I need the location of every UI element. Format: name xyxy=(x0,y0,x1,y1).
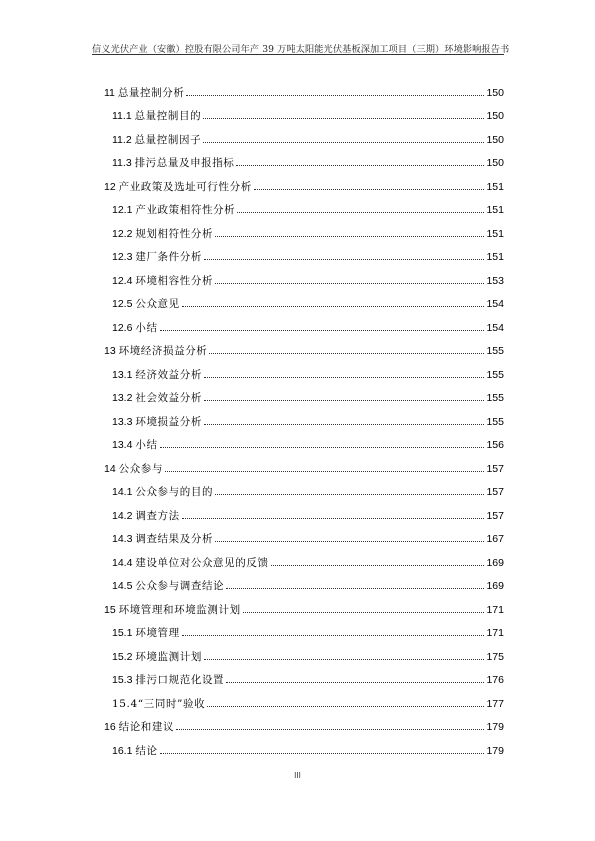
toc-dot-leader xyxy=(226,588,484,589)
toc-entry-page: 175 xyxy=(486,650,504,663)
toc-dot-leader xyxy=(203,142,484,143)
toc-dot-leader xyxy=(271,565,485,566)
toc-entry[interactable] xyxy=(104,710,504,734)
toc-entry-title: 环境管理 xyxy=(135,627,180,639)
toc-dot-leader xyxy=(215,541,484,542)
toc-dot-leader xyxy=(254,189,485,190)
toc-entry-number: 14 xyxy=(104,462,119,475)
toc-entry-page: 155 xyxy=(486,345,504,357)
toc-entry[interactable] xyxy=(104,663,504,687)
toc-entry-page: 151 xyxy=(486,204,504,216)
toc-entry[interactable] xyxy=(104,686,504,710)
toc-entry-number: 13.3 xyxy=(112,415,136,428)
toc-entry-title: 结论 xyxy=(135,744,158,757)
toc-entry-number: 14.4 xyxy=(112,556,136,569)
toc-entry[interactable] xyxy=(104,287,504,311)
toc-entry[interactable] xyxy=(104,428,504,452)
toc-entry[interactable] xyxy=(104,381,504,405)
toc-entry-title: 小结 xyxy=(135,439,158,451)
toc-entry[interactable] xyxy=(104,545,504,569)
toc-entry-number: 15.2 xyxy=(112,650,136,663)
toc-entry-number: 15 xyxy=(104,603,119,616)
toc-entry[interactable] xyxy=(104,146,504,170)
toc-entry[interactable] xyxy=(104,639,504,663)
toc-entry[interactable] xyxy=(104,122,504,146)
toc-entry[interactable] xyxy=(104,357,504,381)
toc-entry-page: 154 xyxy=(486,321,504,334)
toc-entry-number: 12 xyxy=(104,180,119,193)
toc-entry-number: 12.6 xyxy=(112,321,136,334)
toc-dot-leader xyxy=(204,377,485,378)
toc-entry-title: 调查结果及分析 xyxy=(135,533,214,545)
toc-entry-page: 150 xyxy=(486,133,504,146)
toc-entry-page: 155 xyxy=(486,415,504,428)
toc-dot-leader xyxy=(215,236,484,237)
toc-dot-leader xyxy=(204,424,485,425)
toc-dot-leader xyxy=(207,706,484,707)
toc-entry-number: 13.1 xyxy=(112,368,136,381)
toc-dot-leader xyxy=(226,682,484,683)
toc-entry-title: 总量控制因子 xyxy=(134,133,202,146)
toc-entry-number: 11.2 xyxy=(112,133,135,146)
page-header: 信义光伏产业（安徽）控股有限公司年产 39 万吨太阳能光伏基板深加工项目（三期）环境影响报告书 xyxy=(92,44,510,55)
toc-entry-title: 公众参与的目的 xyxy=(135,486,214,498)
toc-entry[interactable] xyxy=(104,99,504,123)
toc-entry-number: 12.3 xyxy=(112,251,136,263)
toc-entry-title: 调查方法 xyxy=(135,509,180,522)
toc-entry-title: 公众参与 xyxy=(118,462,164,475)
toc-entry-number: 11.1 xyxy=(112,110,135,122)
toc-dot-leader xyxy=(160,447,485,448)
toc-entry-page: 151 xyxy=(486,251,504,263)
page-number: III xyxy=(294,771,301,780)
toc-entry-page: 169 xyxy=(486,580,504,592)
toc-entry[interactable] xyxy=(104,451,504,475)
toc-entry-page: 150 xyxy=(486,110,504,122)
toc-entry-title: 结论和建议 xyxy=(118,721,175,733)
toc-entry[interactable] xyxy=(104,334,504,358)
toc-entry-title: 环境管理和环境监测计划 xyxy=(118,603,241,616)
toc-dot-leader xyxy=(215,283,484,284)
toc-entry-title: 环境经济损益分析 xyxy=(118,345,208,357)
header-rule xyxy=(92,54,504,55)
toc-entry[interactable] xyxy=(104,616,504,640)
toc-entry-title: 环境损益分析 xyxy=(135,415,202,428)
toc-entry-page: 167 xyxy=(486,533,504,545)
toc-entry-number: 14.2 xyxy=(112,509,136,522)
toc-entry[interactable] xyxy=(104,733,504,757)
toc-dot-leader xyxy=(186,95,484,96)
toc-entry-title: 公众参与调查结论 xyxy=(135,580,225,592)
toc-dot-leader xyxy=(204,659,485,660)
toc-entry-title: 建厂条件分析 xyxy=(135,251,202,263)
toc-entry-title: 产业政策及选址可行性分析 xyxy=(118,180,252,193)
toc-entry-number: 12.2 xyxy=(112,227,136,240)
toc-dot-leader xyxy=(203,118,484,119)
toc-entry[interactable] xyxy=(104,404,504,428)
toc-dot-leader xyxy=(237,212,484,213)
toc-entry-number: 13.2 xyxy=(112,392,136,404)
toc-entry-number: 15.3 xyxy=(112,674,136,686)
toc-entry-title: 总量控制分析 xyxy=(117,86,185,99)
toc-entry-title: 经济效益分析 xyxy=(135,368,202,381)
toc-entry-number: 12.4 xyxy=(112,274,136,287)
table-of-contents xyxy=(104,75,504,757)
toc-entry-title: 社会效益分析 xyxy=(135,392,202,404)
toc-entry[interactable] xyxy=(104,216,504,240)
toc-entry-title: 产业政策相符性分析 xyxy=(135,204,236,216)
toc-entry-number: 13.4 xyxy=(112,439,136,451)
toc-entry-number: 16 xyxy=(104,721,119,733)
toc-dot-leader xyxy=(160,753,485,754)
toc-dot-leader xyxy=(243,612,485,613)
toc-entry-title: 规划相符性分析 xyxy=(135,227,214,240)
toc-entry-page: 177 xyxy=(486,697,504,710)
toc-entry-page: 151 xyxy=(486,227,504,240)
toc-entry-page: 151 xyxy=(486,180,504,193)
toc-entry-number: 12.1 xyxy=(112,204,136,216)
toc-entry-page: 176 xyxy=(486,674,504,686)
toc-entry[interactable] xyxy=(104,522,504,546)
toc-entry-title: 环境监测计划 xyxy=(135,650,202,663)
toc-entry-number: 14.3 xyxy=(112,533,136,545)
toc-entry[interactable] xyxy=(104,475,504,499)
toc-entry-page: 155 xyxy=(486,392,504,404)
toc-dot-leader xyxy=(204,259,485,260)
toc-dot-leader xyxy=(209,353,484,354)
toc-dot-leader xyxy=(215,494,484,495)
toc-entry-page: 150 xyxy=(486,86,504,99)
toc-entry-page: 179 xyxy=(486,721,504,733)
toc-entry[interactable] xyxy=(104,592,504,616)
toc-entry[interactable] xyxy=(104,310,504,334)
toc-entry-page: 171 xyxy=(486,603,504,616)
toc-entry-page: 154 xyxy=(486,298,504,310)
toc-entry[interactable] xyxy=(104,240,504,264)
toc-dot-leader xyxy=(182,635,485,636)
toc-entry-title: 公众意见 xyxy=(135,298,180,310)
toc-entry-page: 156 xyxy=(486,439,504,451)
toc-entry-page: 153 xyxy=(486,274,504,287)
toc-entry-page: 171 xyxy=(486,627,504,639)
toc-entry-number: 11.3 xyxy=(112,157,135,169)
toc-dot-leader xyxy=(165,471,484,472)
toc-entry[interactable] xyxy=(104,75,504,99)
toc-entry-title: 排污口规范化设置 xyxy=(135,674,225,686)
toc-entry-page: 169 xyxy=(486,556,504,569)
toc-entry[interactable] xyxy=(104,498,504,522)
toc-entry-title: 排污总量及申报指标 xyxy=(134,157,235,169)
toc-dot-leader xyxy=(204,400,485,401)
toc-entry-title: 小结 xyxy=(135,321,158,334)
toc-dot-leader xyxy=(160,330,485,331)
toc-entry[interactable] xyxy=(104,263,504,287)
toc-entry-title: 15.4“三同时”验收 xyxy=(112,697,206,710)
toc-entry[interactable] xyxy=(104,569,504,593)
toc-dot-leader xyxy=(236,165,484,166)
toc-dot-leader xyxy=(182,518,485,519)
toc-entry-title: 总量控制目的 xyxy=(134,110,202,122)
toc-entry[interactable] xyxy=(104,169,504,193)
toc-entry-page: 155 xyxy=(486,368,504,381)
toc-entry-number: 15.1 xyxy=(112,627,136,639)
toc-entry-page: 157 xyxy=(486,486,504,498)
toc-entry-title: 环境相容性分析 xyxy=(135,274,214,287)
toc-entry[interactable] xyxy=(104,193,504,217)
toc-dot-leader xyxy=(176,729,484,730)
toc-entry-page: 157 xyxy=(486,509,504,522)
toc-entry-number: 16.1 xyxy=(112,744,136,757)
toc-entry-page: 150 xyxy=(486,157,504,169)
toc-entry-title: 建设单位对公众意见的反馈 xyxy=(135,556,269,569)
toc-entry-page: 157 xyxy=(486,462,504,475)
toc-entry-number: 14.5 xyxy=(112,580,136,592)
toc-entry-number: 13 xyxy=(104,345,119,357)
toc-entry-page: 179 xyxy=(486,744,504,757)
toc-entry-number: 11 xyxy=(104,86,118,99)
toc-entry-number: 12.5 xyxy=(112,298,136,310)
toc-dot-leader xyxy=(182,306,485,307)
toc-entry-number: 14.1 xyxy=(112,486,136,498)
